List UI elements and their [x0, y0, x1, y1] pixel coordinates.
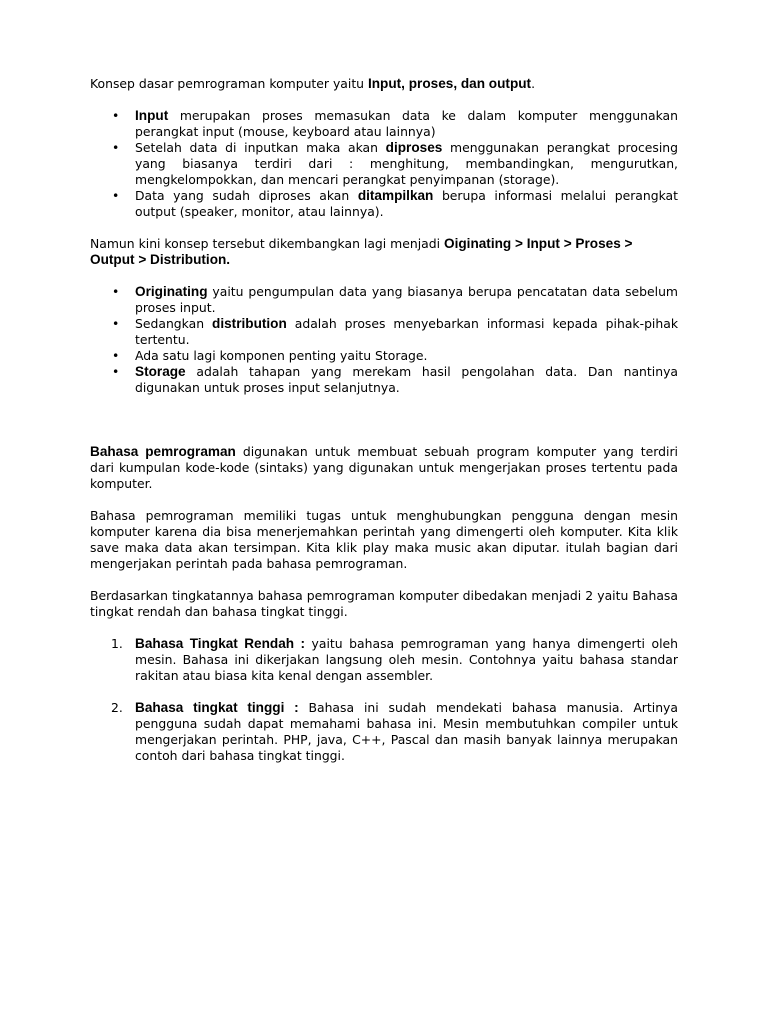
list-item: • Data yang sudah diproses akan ditampilkan berupa informasi melalui perangkat output (speaker, monitor, atau lainnya). [112, 188, 679, 219]
list-item: • Input merupakan proses memasukan data ke dalam komputer menggunakan perangkat input (mouse, keyboard atau lainnya) [112, 108, 678, 139]
list-item: • Originating yaitu pengumpulan data yang biasanya berupa pencatatan data sebelum proses input. [112, 284, 678, 315]
bullet: • [112, 140, 120, 155]
list-item: 2. Bahasa tingkat tinggi : Bahasa ini sudah mendekati bahasa manusia. Artinya pengguna sudah dapat memahami bahasa ini. Mesin membutuhkan compiler untuk mengerjakan perintah. PHP, java, C++, Pascal dan masih banyak lainnya merupakan contoh dari bahasa tingkat tinggi. [111, 700, 678, 763]
list-item: • Setelah data di inputkan maka akan diproses menggunakan perangkat procesing yang biasanya terdiri dari : menghitung, membandingkan, mengurutkan, mengkelompokkan, dan mencari perangkat penyimpanan (storage). [112, 140, 678, 187]
bullet: • [112, 188, 120, 203]
bullet: • [112, 284, 120, 299]
bullet: • [112, 364, 120, 379]
intro-paragraph: Konsep dasar pemrograman komputer yaitu Input, proses, dan output. [90, 76, 536, 91]
concept-list [90, 108, 678, 220]
list-item: • Storage adalah tahapan yang merekam hasil pengolahan data. Dan nantinya digunakan untuk proses input selanjutnya. [112, 364, 678, 395]
language-level-list [90, 636, 678, 764]
level-paragraph: Berdasarkan tingkatannya bahasa pemrograman komputer dibedakan menjadi 2 yaitu Bahasa tingkat rendah dan bahasa tingkat tinggi. [90, 588, 678, 619]
programming-language-paragraph: Bahasa pemrograman digunakan untuk membuat sebuah program komputer yang terdiri dari kumpulan kode-kode (sintaks) yang digunakan untuk mengerjakan proses tertentu pada komputer. [90, 444, 678, 491]
document-page [90, 76, 678, 764]
list-item: • Ada satu lagi komponen penting yaitu Storage. [112, 348, 428, 363]
list-item: • Sedangkan distribution adalah proses menyebarkan informasi kepada pihak-pihak tertentu. [112, 316, 678, 347]
function-paragraph: Bahasa pemrograman memiliki tugas untuk menghubungkan pengguna dengan mesin komputer karena dia bisa menerjemahkan perintah yang dimengerti oleh komputer. Kita klik save maka data akan tersimpan. Kita klik play maka music akan diputar. itulah bagian dari mengerjakan perintah pada bahasa pemrograman. [90, 508, 678, 571]
bullet: • [112, 348, 120, 363]
list-item: 1. Bahasa Tingkat Rendah : yaitu bahasa pemrograman yang hanya dimengerti oleh mesin. Bahasa ini dikerjakan langsung oleh mesin. Contohnya yaitu bahasa standar rakitan atau biasa kita kenal dengan assembler. [111, 636, 678, 683]
extended-concept-list [90, 284, 678, 396]
list-number: 1. [111, 636, 123, 651]
evolution-paragraph: Namun kini konsep tersebut dikembangkan lagi menjadi Oiginating > Input > Proses > Output > Distribution. [90, 236, 633, 267]
bullet: • [112, 108, 120, 123]
intro-bold: Input, proses, dan output [367, 76, 532, 91]
list-number: 2. [111, 700, 123, 715]
bullet: • [112, 316, 120, 331]
